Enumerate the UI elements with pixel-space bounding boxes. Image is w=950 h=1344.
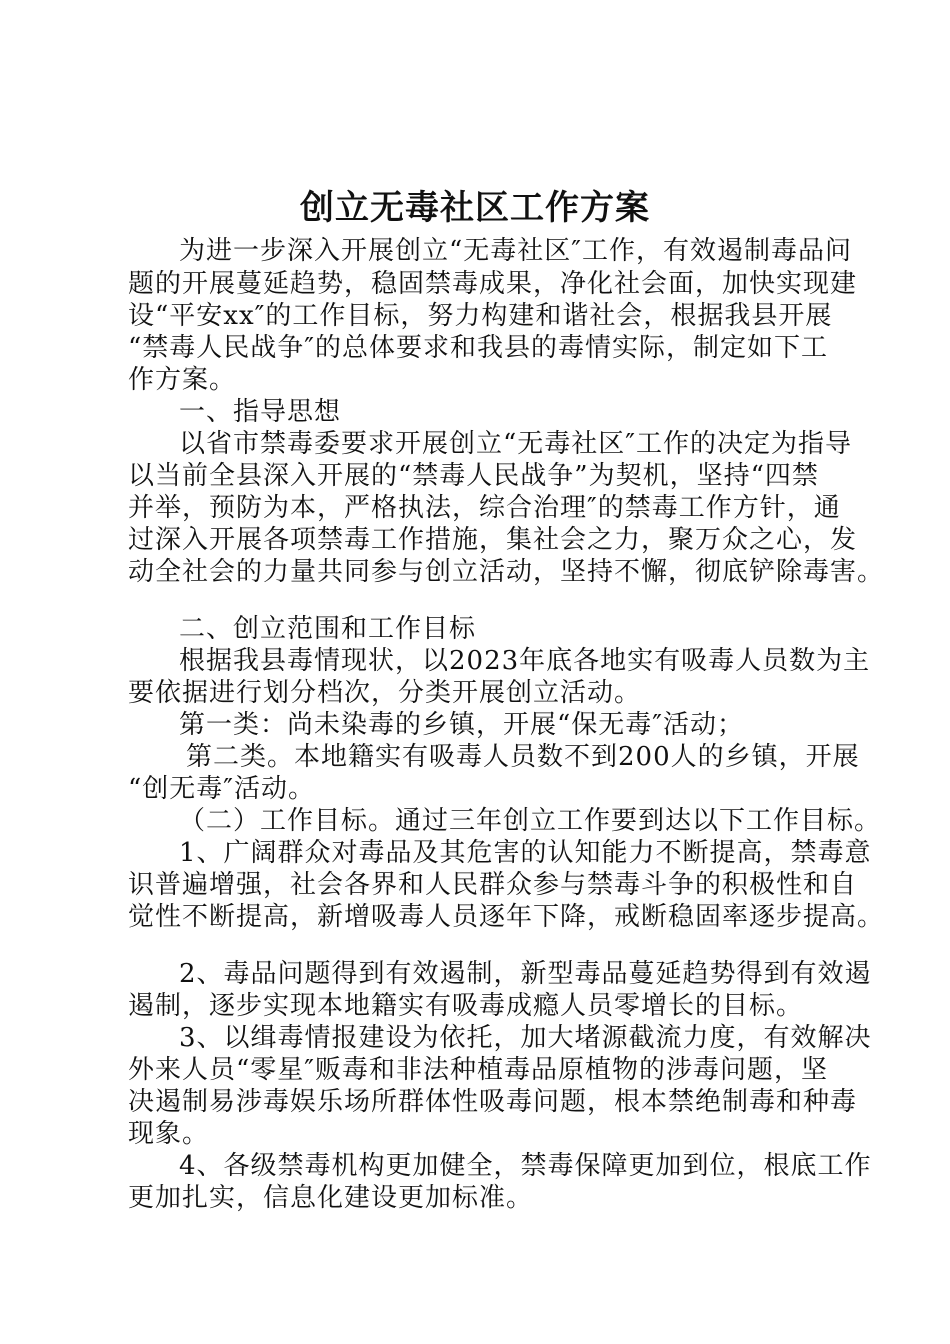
paragraph-line: 2、毒品问题得到有效遏制，新型毒品蔓延趋势得到有效遏: [179, 959, 872, 989]
paragraph-line: 决遏制易涉毒娱乐场所群体性吸毒问题，根本禁绝制毒和种毒: [128, 1087, 858, 1117]
paragraph-line: 并举，预防为本，严格执法，综合治理″的禁毒工作方针，通: [128, 493, 841, 523]
paragraph-line: “创无毒″活动。: [128, 774, 316, 804]
paragraph-line: 题的开展蔓延趋势，稳固禁毒成果，净化社会面，加快实现建: [128, 269, 858, 299]
section-heading: 一、指导思想: [179, 397, 342, 427]
paragraph-line: 第二类。本地籍实有吸毒人员数不到200人的乡镇，开展: [186, 742, 860, 772]
paragraph-line: 以省市禁毒委要求开展创立“无毒社区″工作的决定为指导: [179, 429, 853, 459]
paragraph-line: 识普遍增强，社会各界和人民群众参与禁毒斗争的积极性和自: [128, 870, 858, 900]
paragraph-line: 作方案。: [128, 365, 237, 395]
paragraph-line: 现象。: [128, 1119, 210, 1149]
paragraph-line: 为进一步深入开展创立“无毒社区″工作，有效遏制毒品问: [179, 236, 853, 266]
paragraph-line: 外来人员“零星″贩毒和非法种植毒品原植物的涉毒问题，坚: [128, 1055, 829, 1085]
paragraph-line: （二）工作目标。通过三年创立工作要到达以下工作目标。: [179, 806, 882, 836]
paragraph-line: 3、以缉毒情报建设为依托，加大堵源截流力度，有效解决: [179, 1023, 872, 1053]
section-heading: 二、创立范围和工作目标: [179, 614, 477, 644]
paragraph-line: 觉性不断提高，新增吸毒人员逐年下降，戒断稳固率逐步提高。: [128, 902, 885, 932]
paragraph-line: 根据我县毒情现状，以2023年底各地实有吸毒人员数为主: [179, 646, 871, 676]
paragraph-line: 以当前全县深入开展的“禁毒人民战争”为契机，坚持“四禁: [128, 461, 819, 491]
paragraph-line: 动全社会的力量共同参与创立活动，坚持不懈，彻底铲除毒害。: [128, 557, 885, 587]
paragraph-line: “禁毒人民战争″的总体要求和我县的毒情实际，制定如下工: [128, 333, 829, 363]
paragraph-line: 过深入开展各项禁毒工作措施，集社会之力，聚万众之心，发: [128, 525, 858, 555]
paragraph-line: 要依据进行划分档次，分类开展创立活动。: [128, 678, 642, 708]
paragraph-line: 1、广阔群众对毒品及其危害的认知能力不断提高，禁毒意: [179, 838, 872, 868]
paragraph-line: 第一类：尚未染毒的乡镇，开展“保无毒″活动；: [179, 710, 745, 740]
paragraph-line: 遏制，逐步实现本地籍实有吸毒成瘾人员零增长的目标。: [128, 991, 804, 1021]
paragraph-line: 更加扎实，信息化建设更加标准。: [128, 1183, 534, 1213]
paragraph-line: 设“平安xx″的工作目标，努力构建和谐社会，根据我县开展: [128, 301, 833, 331]
document-title: 创立无毒社区工作方案: [300, 188, 650, 228]
paragraph-line: 4、各级禁毒机构更加健全，禁毒保障更加到位，根底工作: [179, 1151, 872, 1181]
